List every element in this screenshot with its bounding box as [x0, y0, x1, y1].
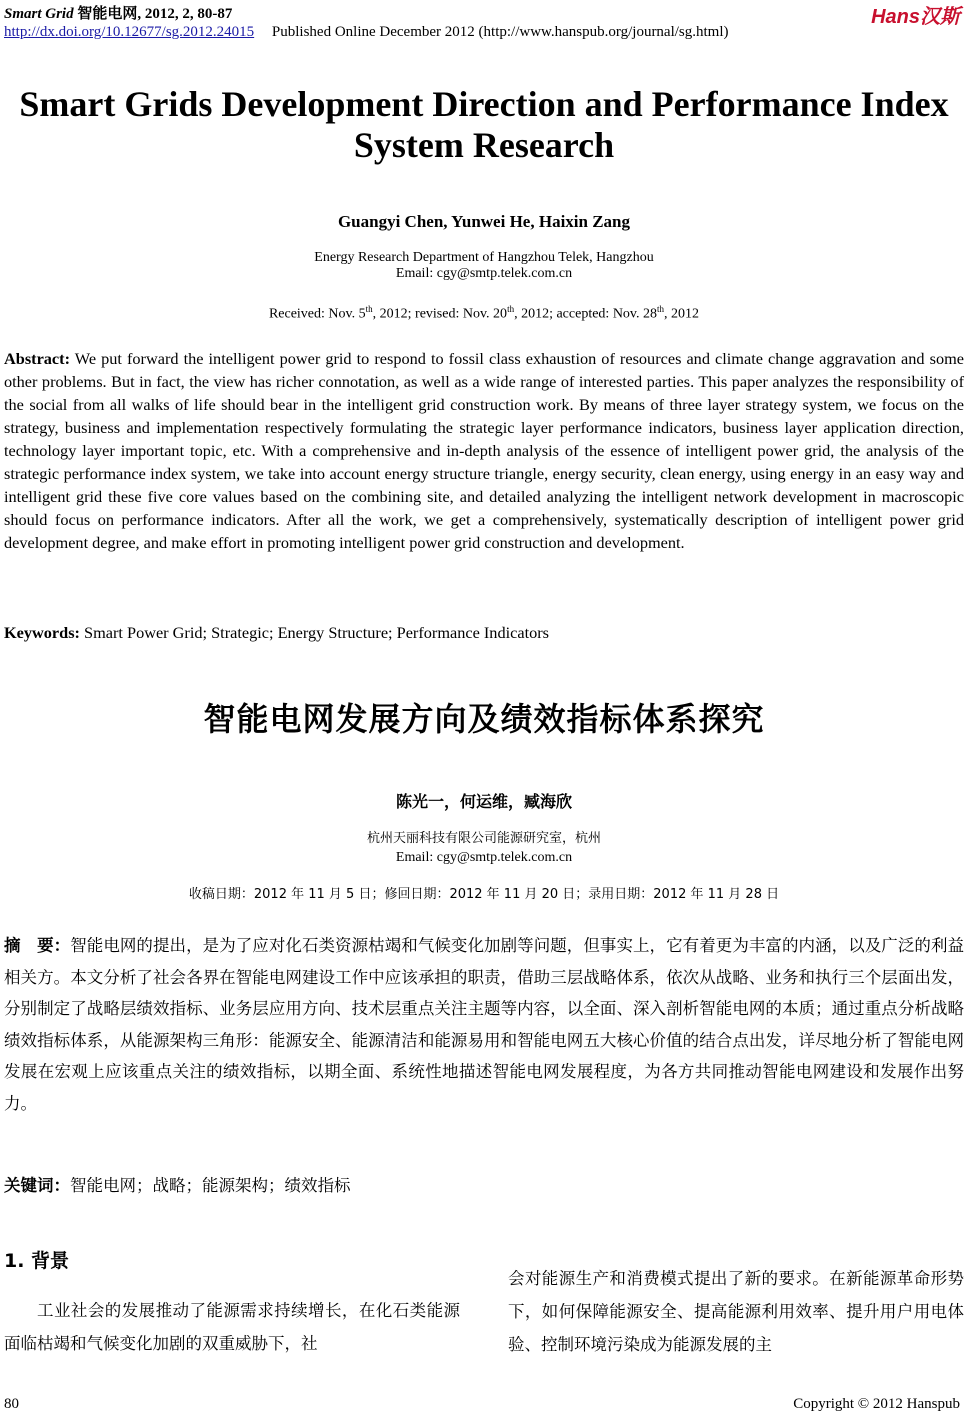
keywords-label: Keywords: — [4, 623, 80, 642]
hanspub-logo: Hans汉斯 — [871, 6, 960, 28]
doi-line — [4, 24, 729, 41]
cn-paper-authors: 陈光一，何运维，臧海欣 — [395, 792, 572, 811]
cn-affiliation-block — [0, 829, 968, 867]
page-number: 80 — [4, 1396, 19, 1412]
dates-tail: , 2012 — [664, 306, 700, 322]
journal-citation — [4, 2, 232, 23]
cn-email: Email: cgy@smtp.telek.com.cn — [395, 850, 573, 865]
accepted-date: , 2012; accepted: Nov. 28 — [514, 306, 658, 322]
cn-keywords-label: 关键词： — [4, 1176, 70, 1195]
cn-abstract — [4, 930, 964, 1119]
journal-name: Smart Grid — [4, 6, 74, 22]
keywords — [4, 623, 964, 643]
section-body-right: 会对能源生产和消费模式提出了新的要求。在新能源革命形势下，如何保障能源安全、提高能源利用效率、提升用户用电体验、控制环境污染成为能源发展的主 — [508, 1269, 964, 1354]
abstract-text: We put forward the intelligent power grid to respond to fossil class exhaustion of resources and climate change aggravation and some other problems. But in fact, the view has richer connotation, as well as a wide range of interested parties. This paper analyzes the responsibility of the social from all walks of life should bear in the intelligent grid construction work. By means of three layer strategy system, we focus on the strategy, business and implementation respectively formulating the strategic layer performance indicators, business layer application direction, technology layer important topic, etc. With a comprehensive and in-depth analysis of the essence of intelligent power grid, the analysis of the strategic performance index system, we take into account energy structure triangle, energy security, clean energy, using energy in an easy way and intelligent grid these five core values based on the combining site, and detailed analyzing the intelligent network development in macroscopic should focus on performance indicators. After all the work, we get a comprehensively, systematically description of intelligent power grid development degree, and make effort in promoting intelligent power grid construction and development. — [4, 349, 964, 552]
received-date: Received: Nov. 5 — [268, 306, 366, 322]
abstract — [4, 347, 964, 554]
keywords-text: Smart Power Grid; Strategic; Energy Structure; Performance Indicators — [84, 623, 549, 642]
published-online: Published Online December 2012 (http://www.hanspub.org/journal/sg.html) — [271, 24, 729, 40]
section-heading: 1. 背景 — [4, 1250, 70, 1272]
email: Email: cgy@smtp.telek.com.cn — [395, 266, 573, 281]
journal-cn-citation: 智能电网, 2012, 2, 80-87 — [77, 6, 233, 22]
cn-keywords-text: 智能电网；战略；能源架构；绩效指标 — [70, 1176, 351, 1195]
affiliation: Energy Research Department of Hangzhou Telek, Hangzhou — [314, 250, 654, 265]
abstract-label: Abstract: — [4, 349, 71, 368]
doi-link[interactable]: http://dx.doi.org/10.12677/sg.2012.24015 — [4, 24, 255, 40]
cn-abstract-label: 摘 要： — [4, 936, 71, 955]
affiliation-block — [0, 250, 968, 282]
received-sup: th — [365, 304, 373, 314]
cn-paper-title: 智能电网发展方向及绩效指标体系探究 — [203, 700, 765, 738]
copyright: Copyright © 2012 Hanspub — [793, 1396, 960, 1412]
cn-affiliation: 杭州天丽科技有限公司能源研究室，杭州 — [366, 831, 601, 846]
revised-sup: th — [507, 304, 515, 314]
cn-keywords — [4, 1172, 964, 1196]
section-body-left: 工业社会的发展推动了能源需求持续增长，在化石类能源面临枯竭和气候变化加剧的双重威胁下，社 — [4, 1301, 460, 1353]
paper-title: Smart Grids Development Direction and Performance Index System Research — [19, 84, 949, 165]
revised-date: , 2012; revised: Nov. 20 — [372, 306, 508, 322]
paper-authors: Guangyi Chen, Yunwei He, Haixin Zang — [337, 212, 631, 231]
submission-dates — [0, 304, 968, 323]
cn-submission-dates: 收稿日期：2012 年 11 月 5 日；修回日期：2012 年 11 月 20 日；录用日期：2012 年 11 月 28 日 — [188, 887, 780, 902]
cn-abstract-text: 智能电网的提出，是为了应对化石类资源枯竭和气候变化加剧等问题，但事实上，它有着更为丰富的内涵，以及广泛的利益相关方。本文分析了社会各界在智能电网建设工作中应该承担的职责，借助三层战略体系，依次从战略、业务和执行三个层面出发，分别制定了战略层绩效指标、业务层应用方向、技术层重点关注主题等内容，以全面、深入剖析智能电网的本质；通过重点分析战略绩效指标体系，从能源架构三角形：能源安全、能源清洁和能源易用和智能电网五大核心价值的结合点出发，详尽地分析了智能电网发展在宏观上应该重点关注的绩效指标，以期全面、系统性地描述智能电网发展程度，为各方共同推动智能电网建设和发展作出努力。 — [4, 936, 965, 1113]
accepted-sup: th — [657, 304, 665, 314]
